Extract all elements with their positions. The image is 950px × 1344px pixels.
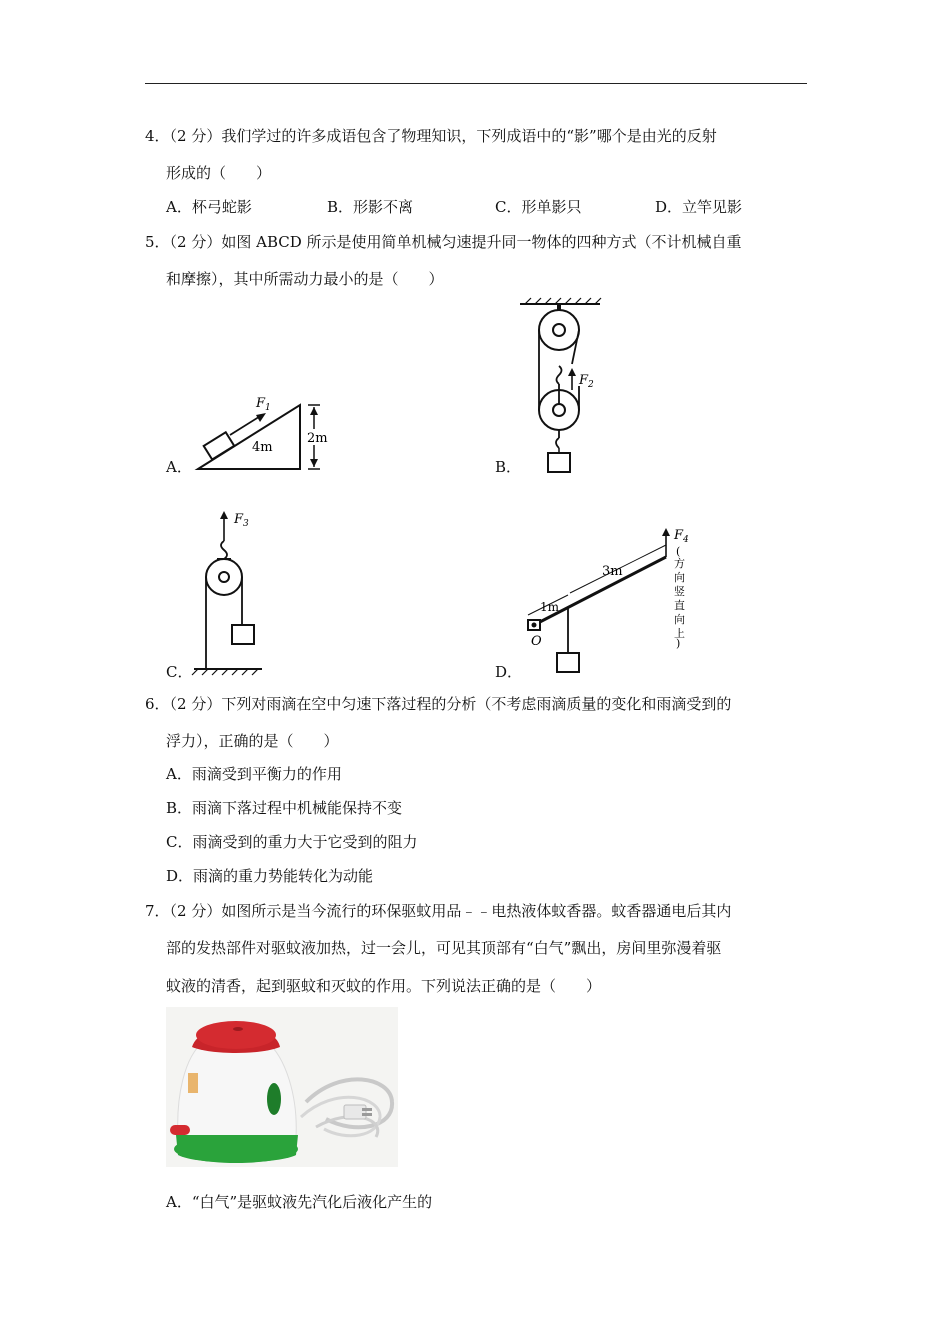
q6-stem-line2: 浮力），正确的是（ ） [166,732,339,750]
q5-figure-b-label: B． [495,458,522,476]
svg-text:方: 方 [674,557,685,570]
q5-figure-a-incline [190,395,340,475]
svg-text:F2 [578,373,594,390]
figd-direction-note [674,545,685,650]
q7-stem-line1: 7．（2 分）如图所示是当今流行的环保驱蚊用品﹣﹣电热液体蚊香器。蚊香器通电后其内 [145,902,732,920]
q4-stem-line1: 4．（2 分）我们学过的许多成语包含了物理知识，下列成语中的“影”哪个是由光的反射 [145,127,717,145]
figd-force-label: F [674,528,684,543]
q5-figure-c-label: C． [166,663,193,681]
q6-option-c: C．雨滴受到的重力大于它受到的阻力 [166,833,418,851]
q5-stem-line2: 和摩擦），其中所需动力最小的是（ ） [166,270,444,288]
q7-stem-line2: 部的发热部件对驱蚊液加热，过一会儿，可见其顶部有“白气”飘出，房间里弥漫着驱 [166,939,722,957]
svg-text:): ) [676,637,681,650]
q4-option-c: C．形单影只 [495,198,582,216]
figd-long-arm-label: 3m [602,564,623,579]
q5-figure-b-pulley [515,298,615,478]
svg-text:向: 向 [674,571,685,584]
figc-force-sub: 3 [243,519,249,529]
svg-text:直: 直 [674,599,685,612]
q5-figure-a-label: A． [166,458,192,476]
q6-option-b: B．雨滴下落过程中机械能保持不变 [166,799,403,817]
q5-stem-line1: 5．（2 分）如图 ABCD 所示是使用简单机械匀速提升同一物体的四种方式（不计机械自重 [145,233,742,251]
figd-force-sub: 4 [683,535,689,545]
figb-force-label: F [579,373,589,388]
figb-force-sub: 2 [588,380,594,390]
svg-text:F3 [233,512,249,529]
figc-force-label: F [234,512,244,527]
figa-force-label: F [256,396,266,411]
svg-text:竖: 竖 [674,585,685,598]
figa-height-label: 2m [307,431,328,446]
q4-option-b: B．形影不离 [327,198,414,216]
q4-option-a: A．杯弓蛇影 [166,198,252,216]
figd-pivot-label: O [531,634,542,649]
q6-stem-line1: 6．（2 分）下列对雨滴在空中匀速下落过程的分析（不考虑雨滴质量的变化和雨滴受到的 [145,695,732,713]
figa-force-sub: 1 [265,403,271,413]
q6-option-d: D．雨滴的重力势能转化为动能 [166,867,374,885]
header-rule [145,83,807,84]
q5-figure-d-lever [520,525,710,685]
q5-figure-d-label: D． [495,663,523,681]
q6-option-a: A．雨滴受到平衡力的作用 [166,765,342,783]
q7-stem-line3: 蚊液的清香，起到驱蚊和灭蚊的作用。下列说法正确的是（ ） [166,977,602,995]
q5-figure-c-pulley [190,505,280,680]
q4-option-d: D．立竿见影 [655,198,743,216]
svg-text:F4 [673,528,689,545]
svg-text:F1 [255,396,271,413]
q4-stem-line2: 形成的（ ） [166,164,272,182]
figa-length-label: 4m [252,440,273,455]
q7-option-a: A．“白气”是驱蚊液先汽化后液化产生的 [166,1193,433,1211]
svg-text:(: ( [676,545,681,558]
q7-device-photo [166,1007,398,1167]
svg-text:上: 上 [674,627,685,640]
figd-short-arm-label: 1m [540,600,560,614]
svg-text:向: 向 [674,613,685,626]
